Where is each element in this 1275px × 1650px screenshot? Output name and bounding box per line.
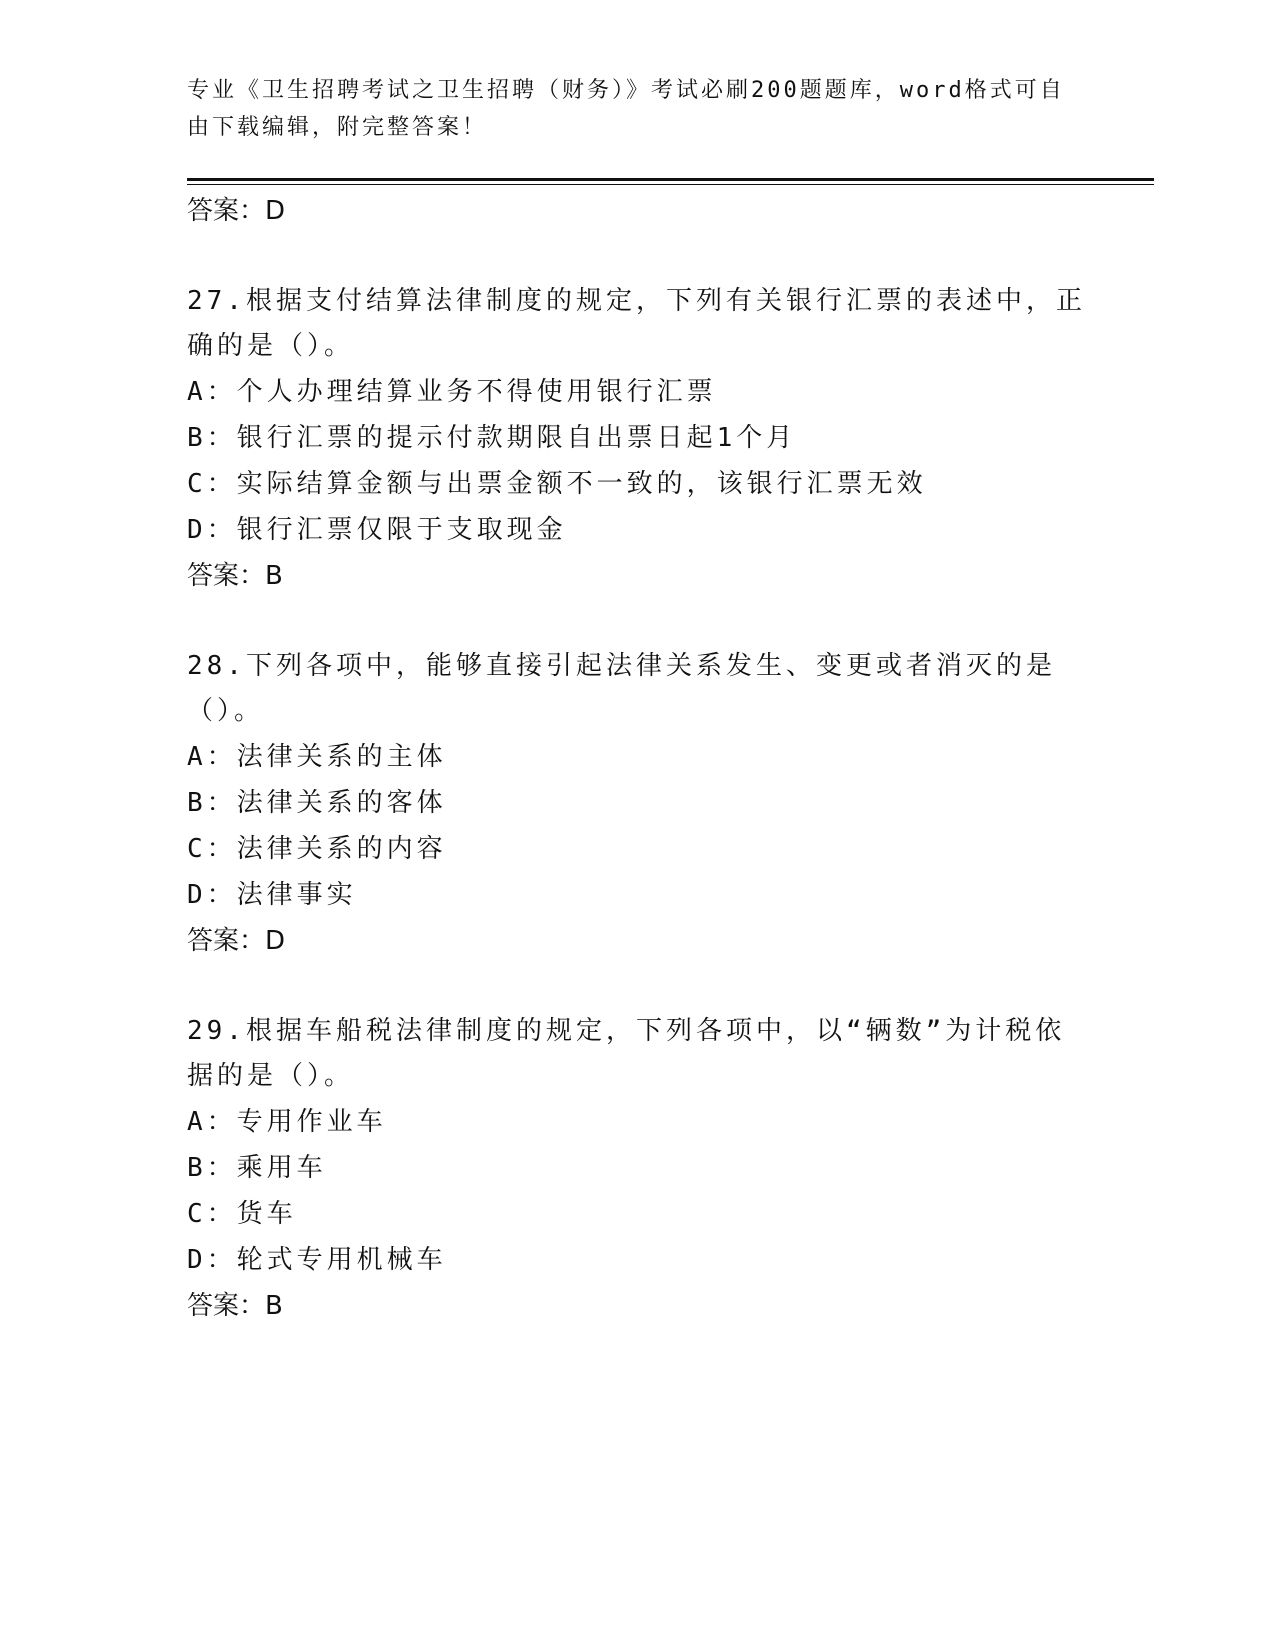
question-text: 28.下列各项中，能够直接引起法律关系发生、变更或者消灭的是（）。 (187, 651, 1056, 726)
option-b: B：乘用车 (187, 1153, 327, 1183)
question-27 (187, 279, 1087, 599)
answer-label: 答案：B (187, 561, 283, 591)
option-b: B：法律关系的客体 (187, 788, 447, 818)
question-text: 29.根据车船税法律制度的规定，下列各项中，以“辆数”为计税依据的是（）。 (187, 1016, 1066, 1091)
option-a: A：个人办理结算业务不得使用银行汇票 (187, 377, 717, 407)
header-divider-thick (187, 178, 1154, 181)
answer-label: 答案：B (187, 1291, 283, 1321)
question-29 (187, 1009, 1087, 1329)
option-c: C：法律关系的内容 (187, 834, 447, 864)
option-d: D：法律事实 (187, 880, 357, 910)
option-c: C：货车 (187, 1199, 297, 1229)
option-a: A：法律关系的主体 (187, 742, 447, 772)
header-divider-thin (187, 184, 1154, 185)
answer-label: 答案：D (187, 926, 286, 956)
document-header: 专业《卫生招聘考试之卫生招聘（财务）》考试必刷200题题库，word格式可自由下载编辑，附完整答案！ (187, 78, 1065, 140)
question-28 (187, 644, 1087, 964)
question-text: 27.根据支付结算法律制度的规定，下列有关银行汇票的表述中，正确的是（）。 (187, 286, 1086, 361)
option-b: B：银行汇票的提示付款期限自出票日起1个月 (187, 423, 797, 453)
option-a: A：专用作业车 (187, 1107, 387, 1137)
option-c: C：实际结算金额与出票金额不一致的，该银行汇票无效 (187, 469, 927, 499)
document-body (187, 188, 1087, 1329)
previous-answer: 答案：D (187, 196, 286, 226)
option-d: D：轮式专用机械车 (187, 1245, 447, 1275)
option-d: D：银行汇票仅限于支取现金 (187, 515, 567, 545)
